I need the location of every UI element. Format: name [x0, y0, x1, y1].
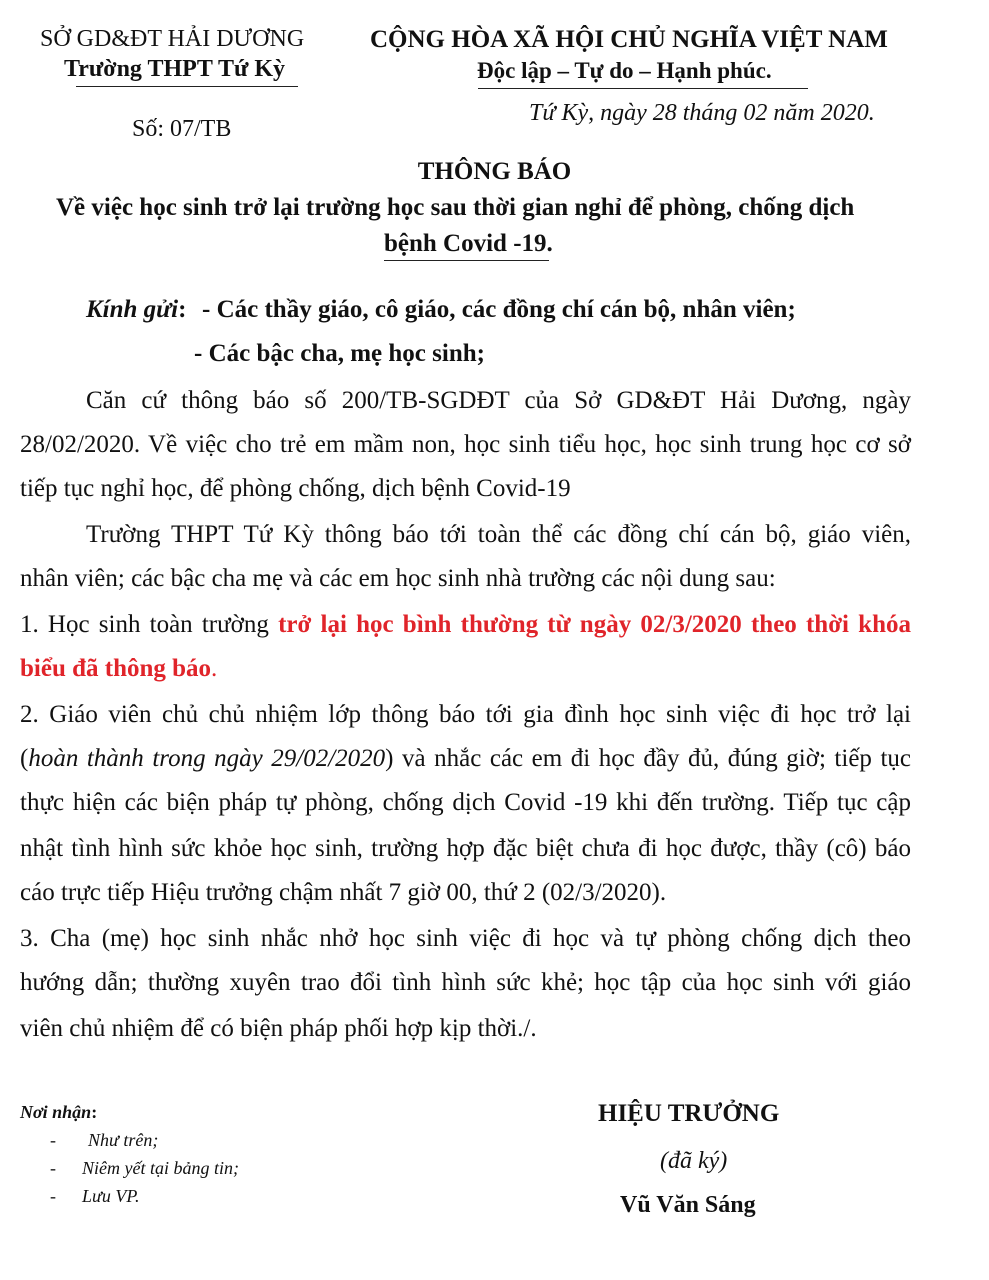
distribution-item: - Lưu VP.	[50, 1186, 140, 1206]
paragraph1-line2: 28/02/2020. Về việc cho trẻ em mầm non, học sinh tiểu học, học sinh trung học cơ sở	[20, 431, 911, 458]
document-subtitle-line2: bệnh Covid -19.	[384, 230, 553, 257]
item3-line2: hướng dẫn; thường xuyên trao đổi tình hình sức khẻ; học tập của học sinh với giáo	[20, 969, 911, 996]
item1-highlight: trở lại học bình thường từ ngày 02/3/2020 theo thời khóa	[278, 611, 911, 638]
school-name: Trường THPT Tứ Kỳ	[64, 56, 286, 82]
document-number: Số: 07/TB	[132, 116, 232, 142]
paragraph2-line2: nhân viên; các bậc cha mẹ và các em học sinh nhà trường các nội dung sau:	[20, 565, 776, 592]
item3-line1: 3. Cha (mẹ) học sinh nhắc nhở học sinh việc đi học và tự phòng chống dịch theo	[20, 925, 911, 952]
signer-name: Vũ Văn Sáng	[620, 1192, 756, 1218]
item2-line5: cáo trực tiếp Hiệu trưởng chậm nhất 7 giờ 00, thứ 2 (02/3/2020).	[20, 879, 667, 906]
document-date: Tứ Kỳ, ngày 28 tháng 02 năm 2020.	[529, 100, 875, 126]
department-name: SỞ GD&ĐT HẢI DƯƠNG	[40, 26, 305, 52]
school-underline	[76, 86, 298, 87]
item2-line1: 2. Giáo viên chủ chủ nhiệm lớp thông báo tới gia đình học sinh việc đi học trở lại	[20, 701, 911, 728]
item1-line1: 1. Học sinh toàn trường trở lại học bình thường từ ngày 02/3/2020 theo thời khóa	[20, 611, 911, 638]
distribution-item: - Niêm yết tại bảng tin;	[50, 1158, 239, 1178]
item2-deadline: hoàn thành trong ngày 29/02/2020	[28, 745, 386, 772]
distribution-item: - Như trên;	[50, 1130, 159, 1150]
document-subtitle-line1: Về việc học sinh trở lại trường học sau thời gian nghỉ để phòng, chống dịch	[56, 194, 855, 221]
country-name: CỘNG HÒA XÃ HỘI CHỦ NGHĨA VIỆT NAM	[370, 26, 888, 53]
item3-line3: viên chủ nhiệm để có biện pháp phối hợp kịp thời./.	[20, 1015, 537, 1042]
paragraph1-line3: tiếp tục nghỉ học, để phòng chống, dịch bệnh Covid-19	[20, 475, 571, 502]
distribution-label: Nơi nhận:	[20, 1102, 98, 1122]
item2-line3: thực hiện các biện pháp tự phòng, chống dịch Covid -19 khi đến trường. Tiếp tục cập	[20, 789, 911, 816]
signer-title: HIỆU TRƯỞNG	[598, 1100, 780, 1127]
recipients-label: Kính gửi:	[86, 296, 187, 323]
item1-line2: biểu đã thông báo.	[20, 655, 218, 682]
motto-underline	[478, 88, 808, 89]
paragraph1-line1: Căn cứ thông báo số 200/TB-SGDĐT của Sở GD&ĐT Hải Dương, ngày	[86, 387, 911, 414]
item2-line2: (hoàn thành trong ngày 29/02/2020) và nhắc các em đi học đầy đủ, đúng giờ; tiếp tục	[20, 745, 911, 772]
item2-line4: nhật tình hình sức khỏe học sinh, trường hợp đặc biệt chưa đi học được, thầy (cô) báo	[20, 835, 911, 862]
recipients-line2: - Các bậc cha, mẹ học sinh;	[194, 340, 485, 367]
document-title: THÔNG BÁO	[417, 158, 572, 185]
subtitle-underline	[384, 260, 549, 261]
recipients-line1: - Các thầy giáo, cô giáo, các đồng chí cán bộ, nhân viên;	[202, 296, 796, 323]
paragraph2-line1: Trường THPT Tứ Kỳ thông báo tới toàn thể các đồng chí cán bộ, giáo viên,	[86, 521, 911, 548]
item1-highlight-cont: biểu đã thông báo	[20, 655, 212, 682]
national-motto: Độc lập – Tự do – Hạnh phúc.	[477, 58, 772, 83]
signed-note: (đã ký)	[660, 1148, 728, 1174]
